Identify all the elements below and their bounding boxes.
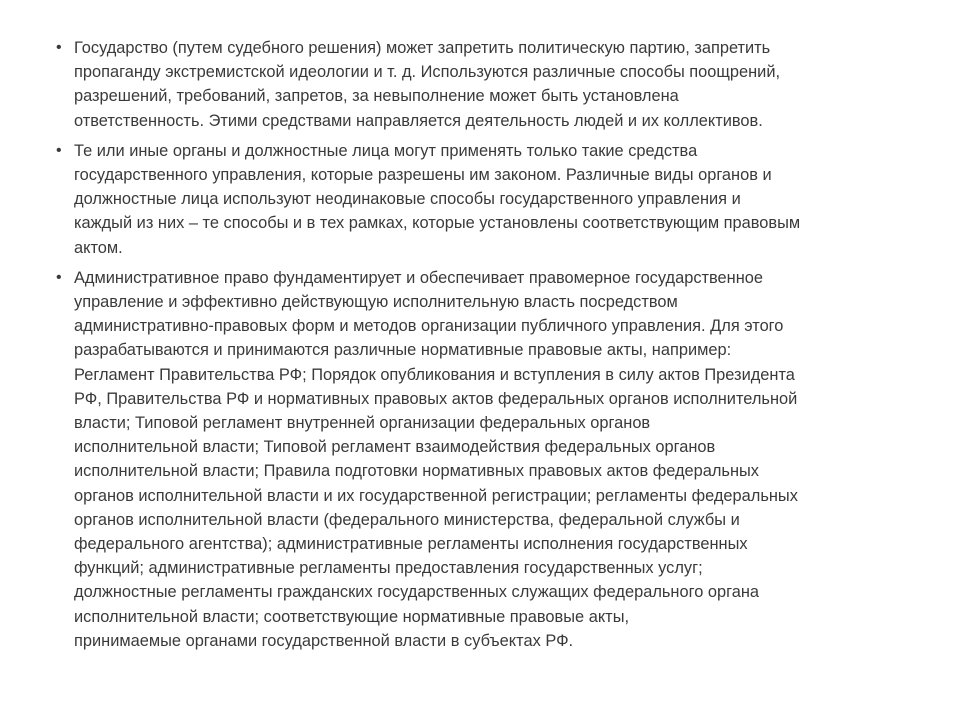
bullet-1-line-3: разрешений, требований, запретов, за невыполнение может быть установлена	[74, 87, 679, 106]
bullet-3-line-7: власти; Типовой регламент внутренней организации федеральных органов	[74, 414, 651, 433]
bullet-2-line-2: государственного управления, которые разрешены им законом. Различные виды органов и	[74, 166, 772, 185]
bullet-2-line-1: Те или иные органы и должностные лица могут применять только такие средства	[74, 141, 698, 160]
bullet-3-line-5: Регламент Правительства РФ; Порядок опубликования и вступления в силу актов Президента	[74, 365, 795, 384]
bullet-3-line-14: должностные регламенты гражданских государственных служащих федерального органа	[74, 583, 760, 602]
bullet-3-line-10: органов исполнительной власти и их государственной регистрации; регламенты федеральных	[74, 486, 798, 505]
bullet-3-line-13: функций; административные регламенты предоставления государственных услуг;	[74, 559, 703, 578]
bullet-3-line-9: исполнительной власти; Правила подготовки нормативных правовых актов федеральных	[74, 462, 760, 481]
bullet-item-1	[56, 36, 906, 133]
bullet-3-line-16: принимаемые органами государственной власти в субъектах РФ.	[74, 631, 574, 650]
bullet-icon: •	[56, 268, 62, 286]
bullet-2-line-3: должностные лица используют неодинаковые способы государственного управления и	[74, 190, 741, 209]
bullet-1-line-4: ответственность. Этими средствами направляется деятельность людей и их коллективов.	[74, 111, 763, 130]
bullet-3-line-8: исполнительной власти; Типовой регламент взаимодействия федеральных органов	[74, 438, 716, 457]
bullet-2-line-4: каждый из них – те способы и в тех рамках, которые установлены соответствующим правовым	[74, 214, 801, 233]
bullet-3-line-1: Административное право фундаментирует и обеспечивает правомерное государственное	[74, 268, 763, 287]
bullet-1-line-1: Государство (путем судебного решения) может запретить политическую партию, запретить	[74, 39, 771, 57]
bullet-icon: •	[56, 141, 62, 159]
bullet-item-3	[56, 266, 906, 653]
bullet-3-line-11: органов исполнительной власти (федерального министерства, федеральной службы и	[74, 510, 740, 529]
bullet-icon: •	[56, 39, 62, 56]
bullet-2-line-5: актом.	[74, 238, 123, 257]
bullet-1-line-2: пропаганду экстремистской идеологии и т. д. Используются различные способы поощрений,	[74, 63, 781, 82]
bullet-3-line-2: управление и эффективно действующую исполнительную власть посредством	[74, 293, 678, 312]
bullet-item-2	[56, 139, 906, 260]
bullet-3-line-15: исполнительной власти; соответствующие нормативные правовые акты,	[74, 607, 630, 626]
bullet-3-line-4: разрабатываются и принимаются различные нормативные правовые акты, например:	[74, 341, 732, 360]
bullet-3-line-6: РФ, Правительства РФ и нормативных правовых актов федеральных органов исполнительной	[74, 389, 798, 408]
bullet-list	[56, 36, 906, 659]
bullet-3-line-12: федерального агентства); административные регламенты исполнения государственных	[74, 535, 748, 554]
bullet-3-line-3: административно-правовых форм и методов организации публичного управления. Для этого	[74, 317, 784, 336]
